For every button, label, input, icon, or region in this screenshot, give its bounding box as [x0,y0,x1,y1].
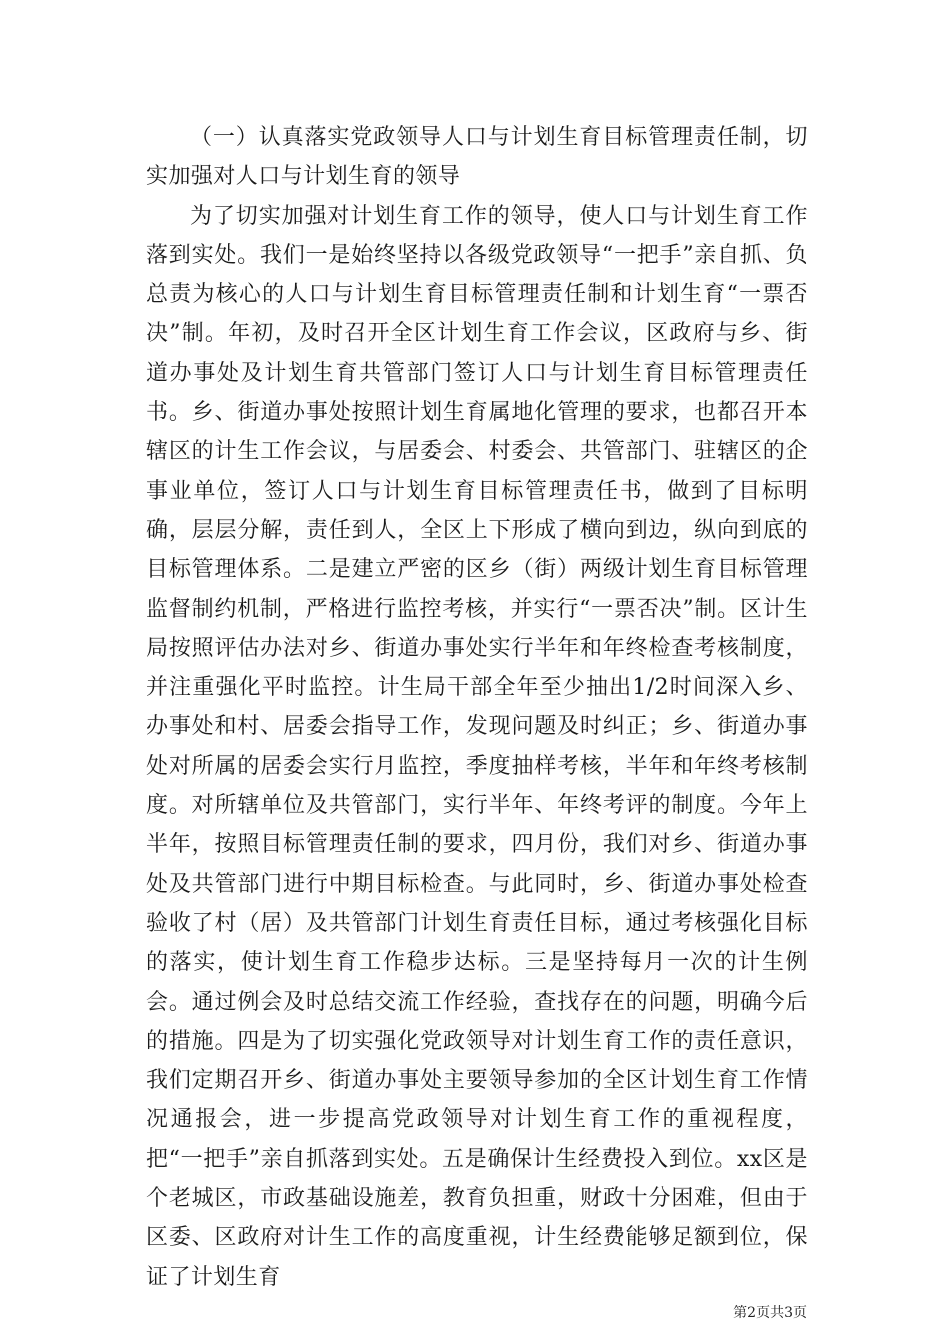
body-paragraph: 为了切实加强对计划生育工作的领导，使人口与计划生育工作落到实处。我们一是始终坚持以各级党政领导“一把手”亲自抓、负总责为核心的人口与计划生育目标管理责任制和计划生育“一票否决”制。年初，及时召开全区计划生育工作会议，区政府与乡、街道办事处及计划生育共管部门签订人口与计划生育目标管理责任书。乡、街道办事处按照计划生育属地化管理的要求，也都召开本辖区的计生工作会议，与居委会、村委会、共管部门、驻辖区的企事业单位，签订人口与计划生育目标管理责任书，做到了目标明确，层层分解，责任到人，全区上下形成了横向到边，纵向到底的目标管理体系。二是建立严密的区乡（街）两级计划生育目标管理监督制约机制，严格进行监控考核，并实行“一票否决”制。区计生局按照评估办法对乡、街道办事处实行半年和年终检查考核制度，并注重强化平时监控。计生局干部全年至少抽出1/2时间深入乡、办事处和村、居委会指导工作，发现问题及时纠正；乡、街道办事处对所属的居委会实行月监控，季度抽样考核，半年和年终考核制度。对所辖单位及共管部门，实行半年、年终考评的制度。今年上半年，按照目标管理责任制的要求，四月份，我们对乡、街道办事处及共管部门进行中期目标检查。与此同时，乡、街道办事处检查验收了村（居）及共管部门计划生育责任目标，通过考核强化目标的落实，使计划生育工作稳步达标。三是坚持每月一次的计生例会。通过例会及时总结交流工作经验，查找存在的问题，明确今后的措施。四是为了切实强化党政领导对计划生育工作的责任意识，我们定期召开乡、街道办事处主要领导参加的全区计划生育工作情况通报会，进一步提高党政领导对计划生育工作的重视程度，把“一把手”亲自抓落到实处。五是确保计生经费投入到位。xx区是个老城区，市政基础设施差，教育负担重，财政十分困难，但由于区委、区政府对计生工作的高度重视，计生经费能够足额到位，保证了计划生育 [146,203,808,1290]
document-body [146,118,808,1297]
section-heading: （一）认真落实党政领导人口与计划生育目标管理责任制，切实加强对人口与计划生育的领导 [146,125,808,190]
page-number: 第2页共3页 [733,1305,807,1321]
